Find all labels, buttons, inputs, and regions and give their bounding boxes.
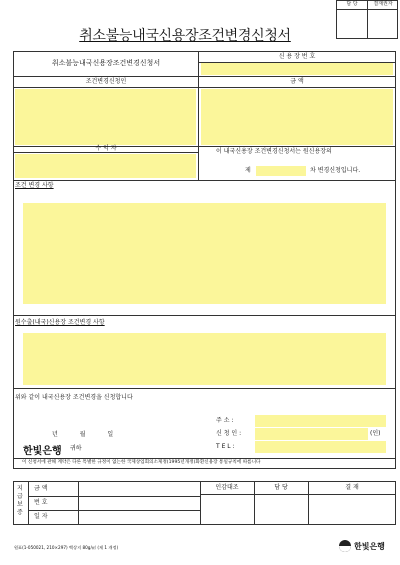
header-seal-check: 인감대조	[215, 484, 239, 491]
applicant-sign-label: 신 청 인 :	[216, 430, 242, 437]
header-approval: 결 재	[345, 484, 359, 491]
approval-label-authorizer: 결재권자	[373, 1, 393, 7]
footer-logo-text: 한빛은행	[354, 542, 385, 551]
tel-label: T E L :	[216, 443, 235, 450]
amount-field[interactable]	[201, 89, 393, 145]
tel-field[interactable]	[255, 441, 386, 453]
to-text: 귀하	[70, 445, 82, 452]
notice-line1: 이 내국신용장 조건변경신청서는 원신용장의	[216, 148, 332, 155]
address-field[interactable]	[255, 415, 386, 427]
header-staff: 담 당	[274, 484, 288, 491]
amount-label: 금 액	[290, 78, 304, 85]
bank-logo-icon	[339, 540, 351, 552]
guarantee-row-date: 일 자	[34, 513, 48, 520]
approval-label-staff: 담 당	[346, 1, 358, 7]
page-title: 취소불능내국신용장조건변경신청서	[79, 28, 291, 44]
form-title: 취소불능내국신용장조건변경신청서	[51, 59, 161, 67]
guarantee-side-label: 지급보증	[17, 485, 23, 516]
bank-name: 한빛은행	[23, 446, 62, 457]
section2-field[interactable]	[23, 333, 386, 385]
disclaimer: 이 신청서에 관해 계약은 다른 특별한 규정이 없는한 국제상업회의소제정(1995년개정)화환신용장 통일규칙에 따릅니다	[22, 460, 261, 465]
beneficiary-label: 수 익 자	[95, 145, 117, 152]
amendment-number-field[interactable]	[256, 166, 306, 176]
address-label: 주 소 :	[216, 417, 234, 424]
section1-label: 조건 변경 사항	[15, 182, 54, 189]
applicant-field[interactable]	[15, 89, 196, 145]
beneficiary-field[interactable]	[15, 154, 196, 178]
guarantee-row-number: 번 호	[34, 499, 48, 506]
guarantee-row-amount: 금 액	[34, 485, 48, 492]
seal-label: (인)	[370, 430, 381, 437]
notice-suffix: 차 변경신청입니다.	[310, 167, 361, 174]
applicant-label: 조건변경신청인	[85, 78, 127, 85]
form-code: 원표(1-050021, 210×297) 백상지 80g/㎡ (제 1 개정)	[14, 545, 119, 550]
section1-field[interactable]	[23, 203, 386, 304]
lc-number-label: 신 용 장 번 호	[278, 53, 316, 60]
lc-number-field[interactable]	[201, 63, 393, 75]
request-text: 위와 같이 내국신용장 조건변경을 신청합니다	[15, 394, 133, 401]
notice-prefix: 제	[245, 167, 251, 174]
applicant-sign-field[interactable]	[255, 428, 368, 440]
section2-label: 원수출(내국)신용장 조건변경 사항	[15, 319, 105, 326]
date-text: 년 월 일	[52, 431, 114, 438]
